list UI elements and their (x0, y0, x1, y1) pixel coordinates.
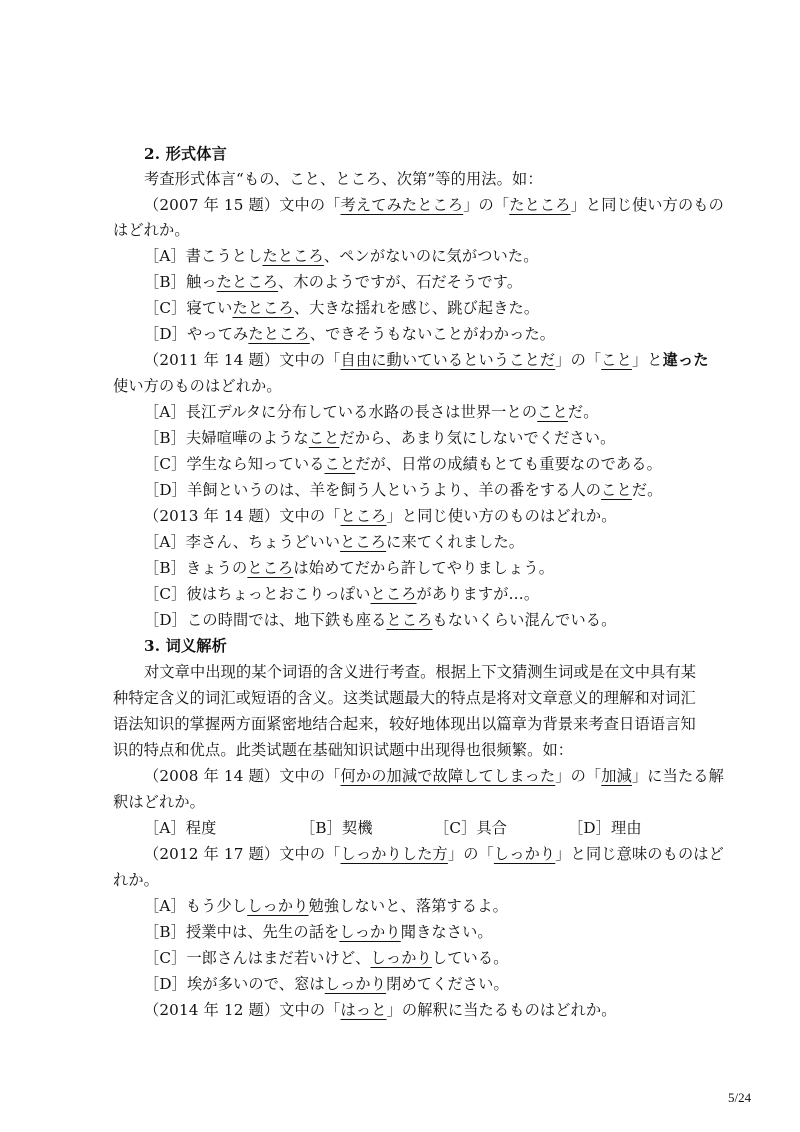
choice-c: ［C］具合 (434, 819, 508, 837)
option-b: ［B］授業中は、先生の話をしっかり聞きなさい。 (144, 923, 493, 941)
question-2013: （2013 年 14 题）文中の「ところ」と同じ使い方のものはどれか。 (144, 507, 617, 525)
choice-d: ［D］理由 (568, 819, 642, 837)
option-b: ［B］きょうのところは始めてだから許してやりましょう。 (144, 559, 555, 577)
option-d: ［D］この時間では、地下鉄も座るところもないくらい混んでいる。 (144, 611, 617, 629)
question-2011-cont: 使い方のものはどれか。 (113, 377, 282, 395)
option-c: ［C］寝ていたところ、大きな揺れを感じ、跳び起きた。 (144, 299, 540, 317)
question-2008-cont: 釈はどれか。 (113, 793, 206, 811)
page-number: 5/24 (728, 1090, 752, 1105)
section-2-intro: 考查形式体言“もの、こと、ところ、次第”等的用法。如： (144, 170, 543, 188)
section-2-title: 2. 形式体言 (144, 145, 227, 163)
choice-a: ［A］程度 (144, 819, 217, 837)
choice-b: ［B］契機 (300, 819, 373, 837)
option-d: ［D］羊飼というのは、羊を飼う人というより、羊の番をする人のことだ。 (144, 481, 663, 499)
question-2007: （2007 年 15 题）文中の「考えてみたところ」の「たところ」と同じ使い方のもの (144, 196, 724, 214)
question-2007-cont: はどれか。 (113, 221, 190, 239)
question-2008: （2008 年 14 题）文中の「何かの加減で故障してしまった」の「加減」に当たる解 (144, 767, 724, 785)
section-3-para-line: 种特定含义的词汇或短语的含义。这类试题最大的特点是将对文章意义的理解和对词汇 (113, 689, 696, 707)
emphasis-text: 違った (662, 351, 709, 369)
section-3-title: 3. 词义解析 (144, 637, 227, 655)
option-a: ［A］長江デルタに分布している水路の長さは世界一とのことだ。 (144, 403, 599, 421)
quoted-target: たところ (509, 196, 571, 214)
question-2011: （2011 年 14 题）文中の「自由に動いているということだ」の「こと」と違った (144, 351, 709, 369)
question-2012: （2012 年 17 题）文中の「しっかりした方」の「しっかり」と同じ意味のものはど (144, 845, 724, 863)
question-2012-cont: れか。 (113, 871, 160, 889)
option-a: ［A］もう少ししっかり勉強しないと、落第するよ。 (144, 897, 508, 915)
option-b: ［B］触ったところ、木のようですが、石だそうです。 (144, 273, 523, 291)
option-d: ［D］埃が多いので、窓はしっかり閉めてください。 (144, 975, 509, 993)
section-3-para-line: 对文章中出现的某个词语的含义进行考查。根据上下文猜测生词或是在文中具有某 (144, 663, 697, 681)
section-3-para-line: 语法知识的掌握两方面紧密地结合起来，较好地体现出以篇章为背景来考查日语语言知 (113, 715, 696, 733)
option-d: ［D］やってみたところ、できそうもないことがわかった。 (144, 325, 556, 343)
option-a: ［A］書こうとしたところ、ペンがないのに気がついた。 (144, 247, 539, 265)
option-c: ［C］学生なら知っていることだが、日常の成績もとても重要なのである。 (144, 455, 662, 473)
option-c: ［C］彼はちょっとおこりっぽいところがありますが…。 (144, 585, 540, 603)
choice-row (144, 815, 744, 841)
question-2014: （2014 年 12 题）文中の「はっと」の解釈に当たるものはどれか。 (144, 1001, 617, 1019)
section-3-para-line: 识的特点和优点。此类试题在基础知识试题中出现得也很频繁。如： (113, 741, 574, 759)
example-sentence: ［A］李さん、ちょうどいいところに来てくれました。 (144, 533, 525, 551)
option-b: ［B］夫婦喧嘩のようなことだから、あまり気にしないでください。 (144, 429, 616, 447)
option-c: ［C］一郎さんはまだ若いけど、しっかりしている。 (144, 949, 509, 967)
quoted-phrase: 考えてみたところ (340, 196, 464, 214)
